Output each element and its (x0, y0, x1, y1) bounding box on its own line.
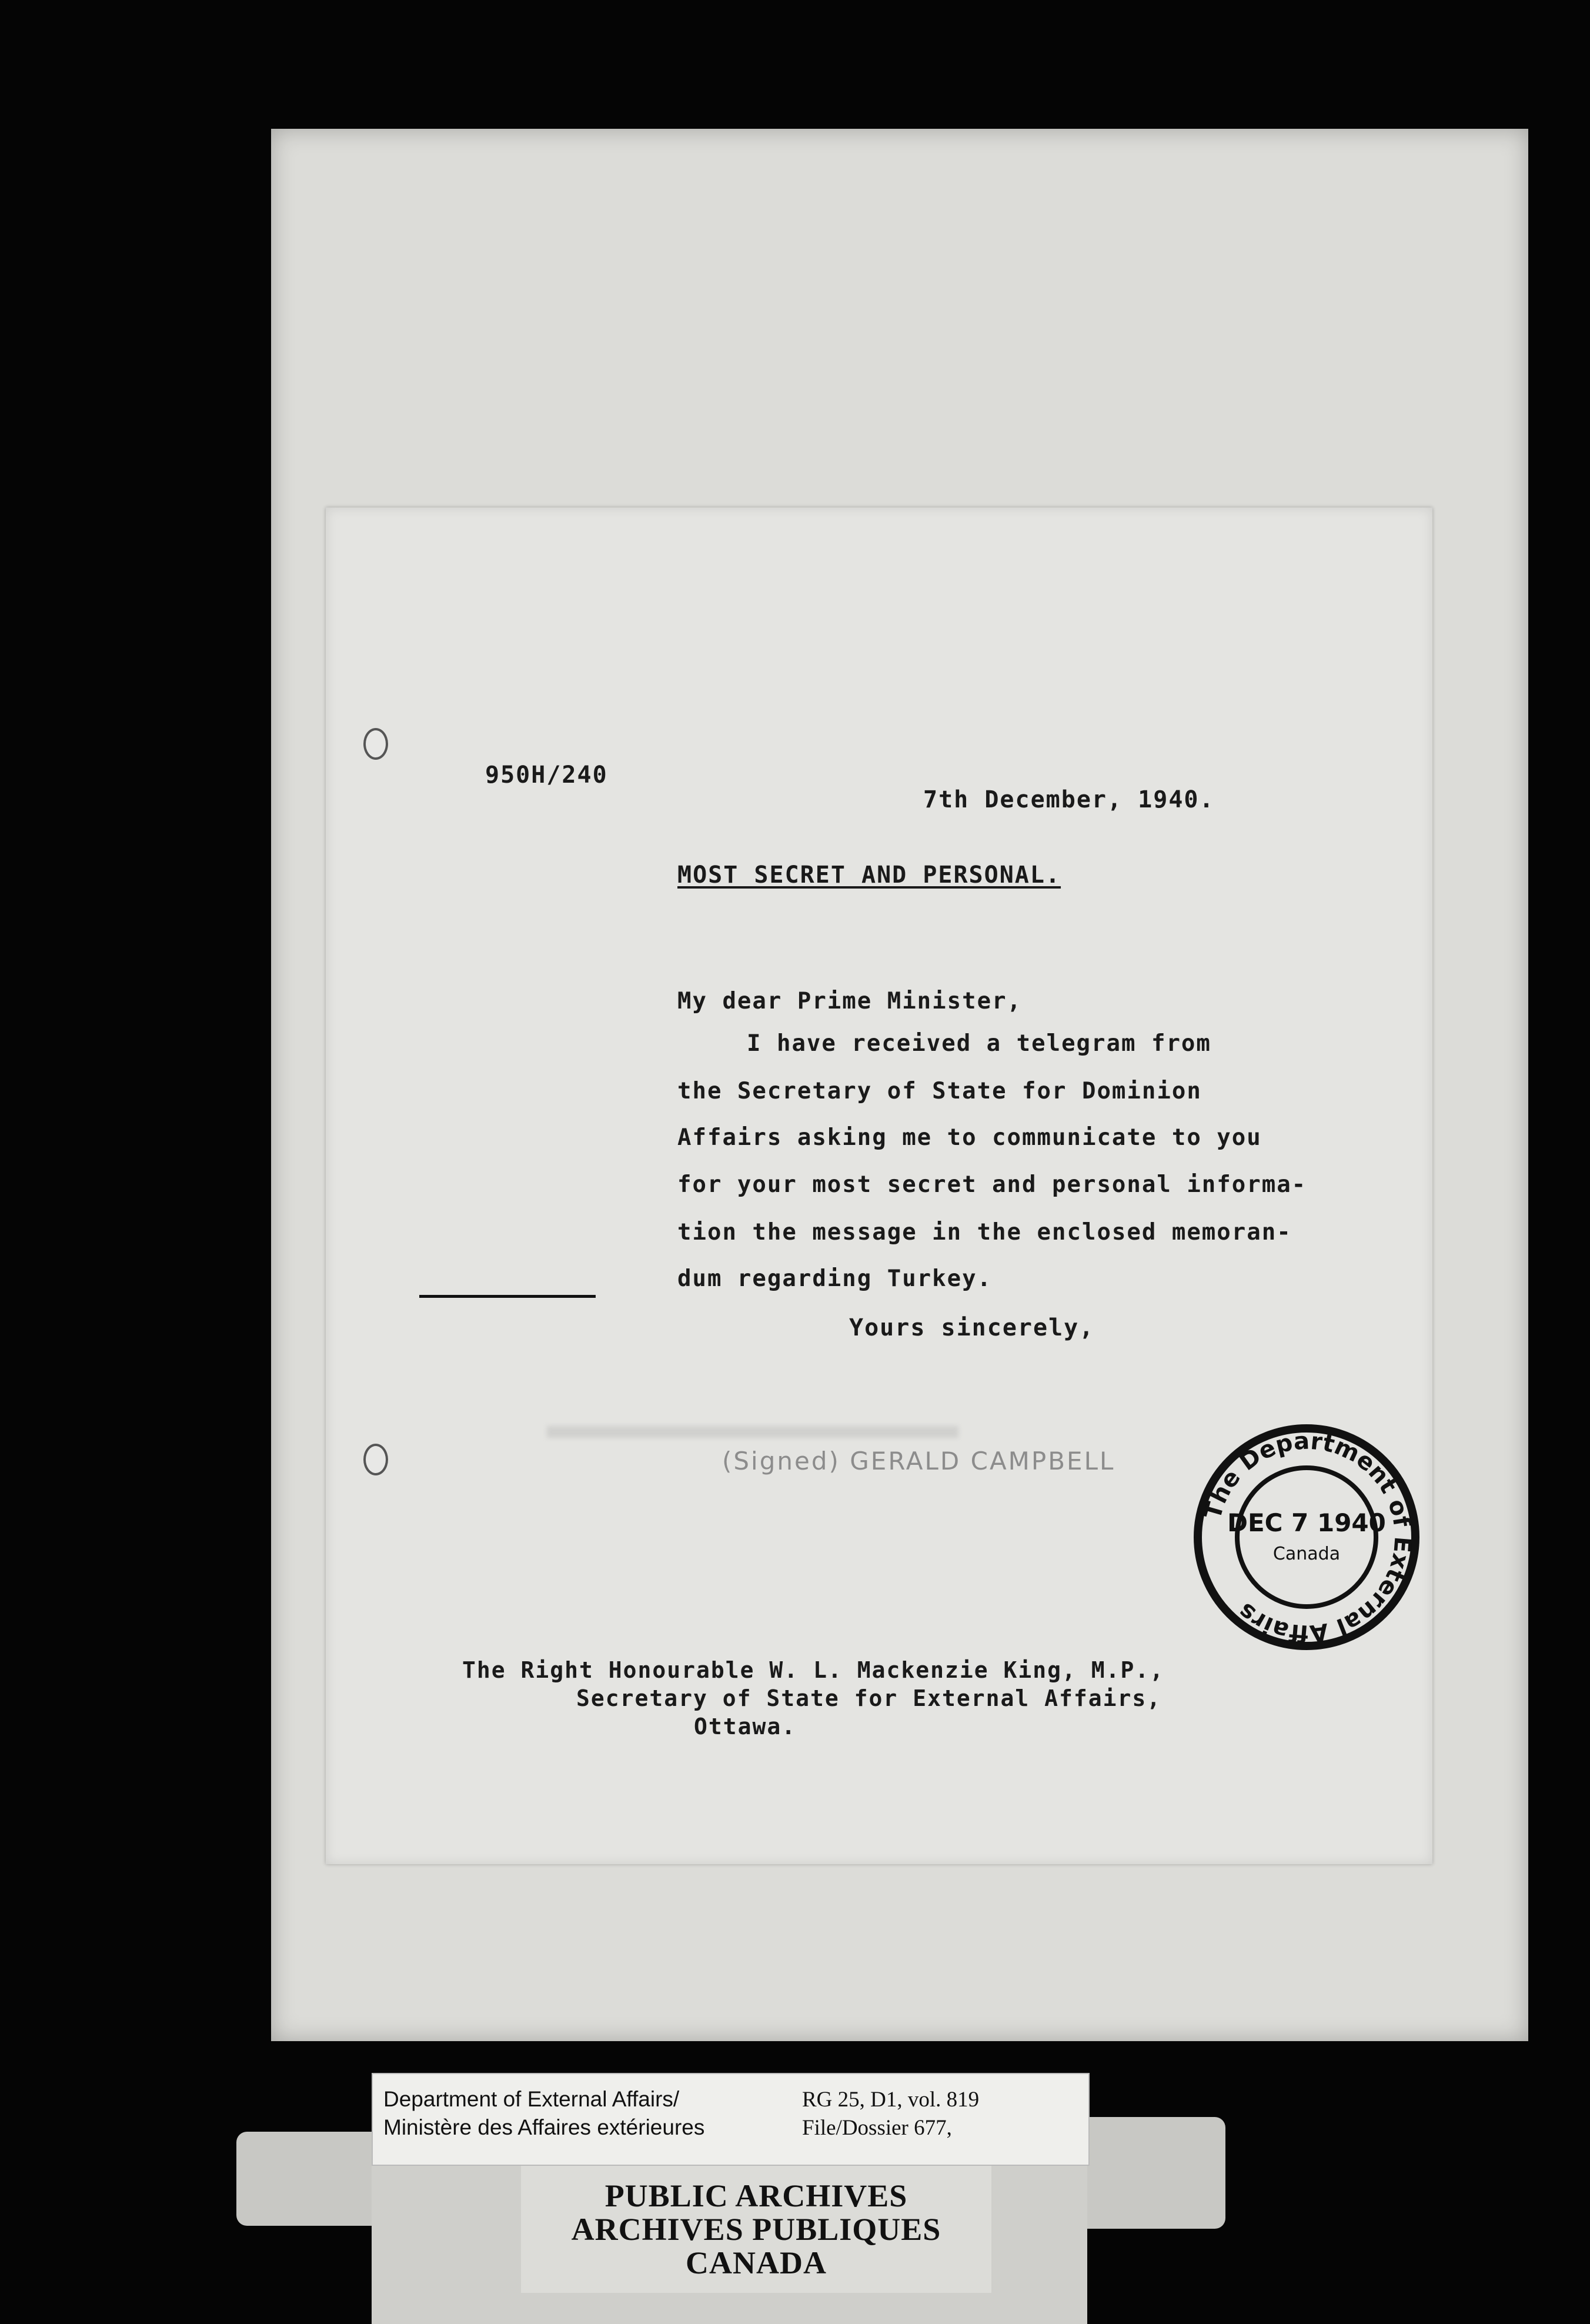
signature: (Signed) GERALD CAMPBELL (722, 1447, 1115, 1475)
addressee-line: Secretary of State for External Affairs, (576, 1685, 1162, 1711)
label-tab-right (1087, 2117, 1225, 2229)
addressee-line: Ottawa. (694, 1714, 797, 1739)
label-tab-left (236, 2132, 372, 2226)
salutation: My dear Prime Minister, (677, 988, 1023, 1014)
stamp-date: DEC 7 1940 (1227, 1508, 1386, 1537)
dept-english: Department of External Affairs/ (383, 2087, 680, 2111)
body-line: dum regarding Turkey. (677, 1265, 993, 1292)
punch-hole-top (363, 728, 388, 760)
archive-reference-card (372, 2073, 1090, 2166)
closing: Yours sincerely, (849, 1314, 1095, 1341)
file-reference: 950H/240 (485, 762, 608, 789)
margin-rule (419, 1295, 596, 1298)
dept-french: Ministère des Affaires extérieures (383, 2115, 705, 2139)
archive-title-country: CANADA (686, 2245, 827, 2280)
body-line: I have received a telegram from (747, 1030, 1211, 1057)
stamp-city: Canada (1272, 1544, 1341, 1564)
archive-title-french: ARCHIVES PUBLIQUES (571, 2212, 941, 2247)
punch-hole-bottom (363, 1444, 388, 1475)
addressee-line: The Right Honourable W. L. Mackenzie King, M.P., (462, 1657, 1165, 1683)
file-dossier: File/Dossier 677, (802, 2116, 952, 2140)
record-group: RG 25, D1, vol. 819 (802, 2088, 980, 2112)
archive-title-english: PUBLIC ARCHIVES (604, 2178, 908, 2213)
stamp-outer-text: The Department of External Affairs (1199, 1427, 1417, 1647)
classification-heading: MOST SECRET AND PERSONAL. (677, 862, 1061, 889)
body-line: Affairs asking me to communicate to you (677, 1124, 1262, 1151)
letter-date: 7th December, 1940. (923, 786, 1215, 813)
stamp-inner-ring (1237, 1468, 1376, 1607)
signature-smudge (547, 1426, 958, 1438)
body-line: the Secretary of State for Dominion (677, 1078, 1202, 1104)
body-line: tion the message in the enclosed memoran- (677, 1219, 1292, 1246)
received-stamp (1189, 1420, 1424, 1655)
body-line: for your most secret and personal informa- (677, 1171, 1307, 1198)
